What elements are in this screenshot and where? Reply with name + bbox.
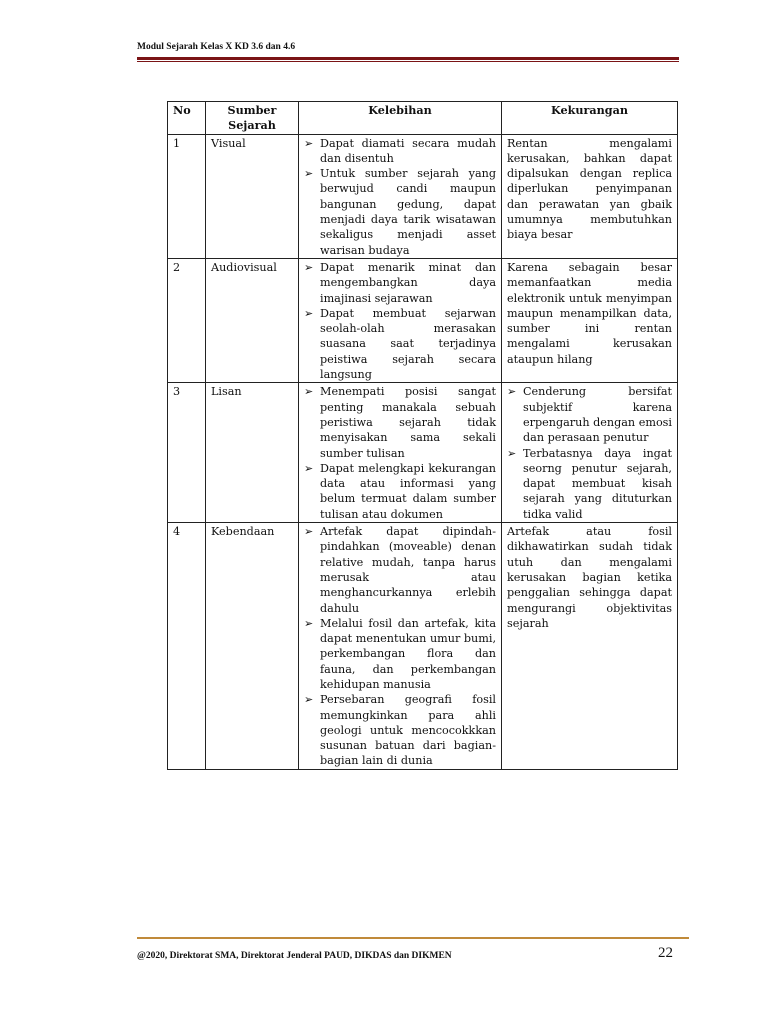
list-item: ➢ Artefak dapat dipindah-pindahkan (moveable) denan relative mudah, tanpa harus merusak atau menghancurkannya erlebih dahulu (304, 525, 496, 615)
list-item: ➢ Menempati posisi sangat penting manakala sebuah peristiwa sejarah tidak menyisakan sama sekali sumber tulisan (304, 385, 496, 460)
cell-no: 3 (168, 383, 206, 523)
header-rule-thin (137, 61, 679, 62)
cell-no: 1 (168, 134, 206, 258)
footer-copyright: @2020, Direktorat SMA, Direktorat Jenderal PAUD, DIKDAS dan DIKMEN (137, 951, 452, 961)
arrow-bullet-icon: ➢ (304, 461, 314, 475)
arrow-bullet-icon: ➢ (304, 385, 314, 399)
cell-kekurangan: Rentan mengalami kerusakan, bahkan dapat dipalsukan dengan replica diperlukan penyimpanan dan perawatan yan gbaik umumnya membutuhkan biaya besar (502, 134, 678, 258)
sumber-sejarah-table (167, 101, 678, 770)
arrow-bullet-icon: ➢ (304, 260, 314, 274)
cell-no: 4 (168, 523, 206, 770)
arrow-bullet-icon: ➢ (507, 446, 517, 460)
cell-kekurangan: Artefak atau fosil dikhawatirkan sudah tidak utuh dan mengalami kerusakan bagian ketika penggalian sehingga dapat mengurangi objektivitas sejarah (502, 523, 678, 770)
list-item: ➢ Terbatasnya daya ingat seorng penutur sejarah, dapat membuat kisah sejarah yang dituturkan tidka valid (507, 446, 672, 521)
cell-kelebihan (299, 523, 502, 770)
page-number: 22 (658, 945, 673, 961)
table-row (168, 134, 678, 258)
list-item: ➢ Cenderung bersifat subjektif karena erpengaruh dengan emosi dan perasaan penutur (507, 385, 672, 445)
list-item: ➢ Dapat melengkapi kekurangan data atau informasi yang belum termuat dalam sumber tulisan atau dokumen (304, 461, 496, 521)
cell-sumber: Lisan (206, 383, 299, 523)
cell-kelebihan (299, 258, 502, 382)
list-item: ➢ Melalui fosil dan artefak, kita dapat menentukan umur bumi, perkembangan flora dan fauna, dan perkembangan kehidupan manusia (304, 616, 496, 691)
cell-kekurangan: Karena sebagain besar memanfaatkan media elektronik untuk menyimpan maupun menampilkan data, sumber ini rentan mengalami kerusakan ataupun hilang (502, 258, 678, 382)
list-item: ➢ Dapat membuat sejarwan seolah-olah merasakan suasana saat terjadinya peistiwa sejarah secara langsung (304, 306, 496, 382)
table-row (168, 383, 678, 523)
arrow-bullet-icon: ➢ (304, 306, 314, 320)
header-sumber: Sumber Sejarah (206, 102, 299, 135)
footer-rule (137, 937, 689, 939)
header-no: No (168, 102, 206, 135)
table-row (168, 258, 678, 382)
table-row (168, 523, 678, 770)
cell-sumber: Visual (206, 134, 299, 258)
list-item: ➢ Dapat diamati secara mudah dan disentuh (304, 136, 496, 165)
arrow-bullet-icon: ➢ (304, 136, 314, 150)
arrow-bullet-icon: ➢ (304, 167, 314, 181)
arrow-bullet-icon: ➢ (304, 616, 314, 630)
cell-kelebihan (299, 383, 502, 523)
list-item: ➢ Untuk sumber sejarah yang berwujud candi maupun bangunan gedung, dapat menjadi daya tarik wisatawan sekaligus menjadi asset warisan budaya (304, 167, 496, 257)
header-kelebihan: Kelebihan (299, 102, 502, 135)
arrow-bullet-icon: ➢ (304, 525, 314, 539)
list-item: ➢ Persebaran geografi fosil memungkinkan para ahli geologi untuk mencocokkkan susunan batuan dari bagian-bagian lain di dunia (304, 693, 496, 768)
cell-kelebihan (299, 134, 502, 258)
table-header-row (168, 102, 678, 135)
list-item: ➢ Dapat menarik minat dan mengembangkan daya imajinasi sejarawan (304, 260, 496, 305)
header-rule (137, 57, 679, 60)
arrow-bullet-icon: ➢ (507, 385, 517, 399)
page-header-title: Modul Sejarah Kelas X KD 3.6 dan 4.6 (137, 42, 296, 52)
header-kekurangan: Kekurangan (502, 102, 678, 135)
cell-no: 2 (168, 258, 206, 382)
arrow-bullet-icon: ➢ (304, 693, 314, 707)
cell-sumber: Kebendaan (206, 523, 299, 770)
cell-sumber: Audiovisual (206, 258, 299, 382)
cell-kekurangan (502, 383, 678, 523)
